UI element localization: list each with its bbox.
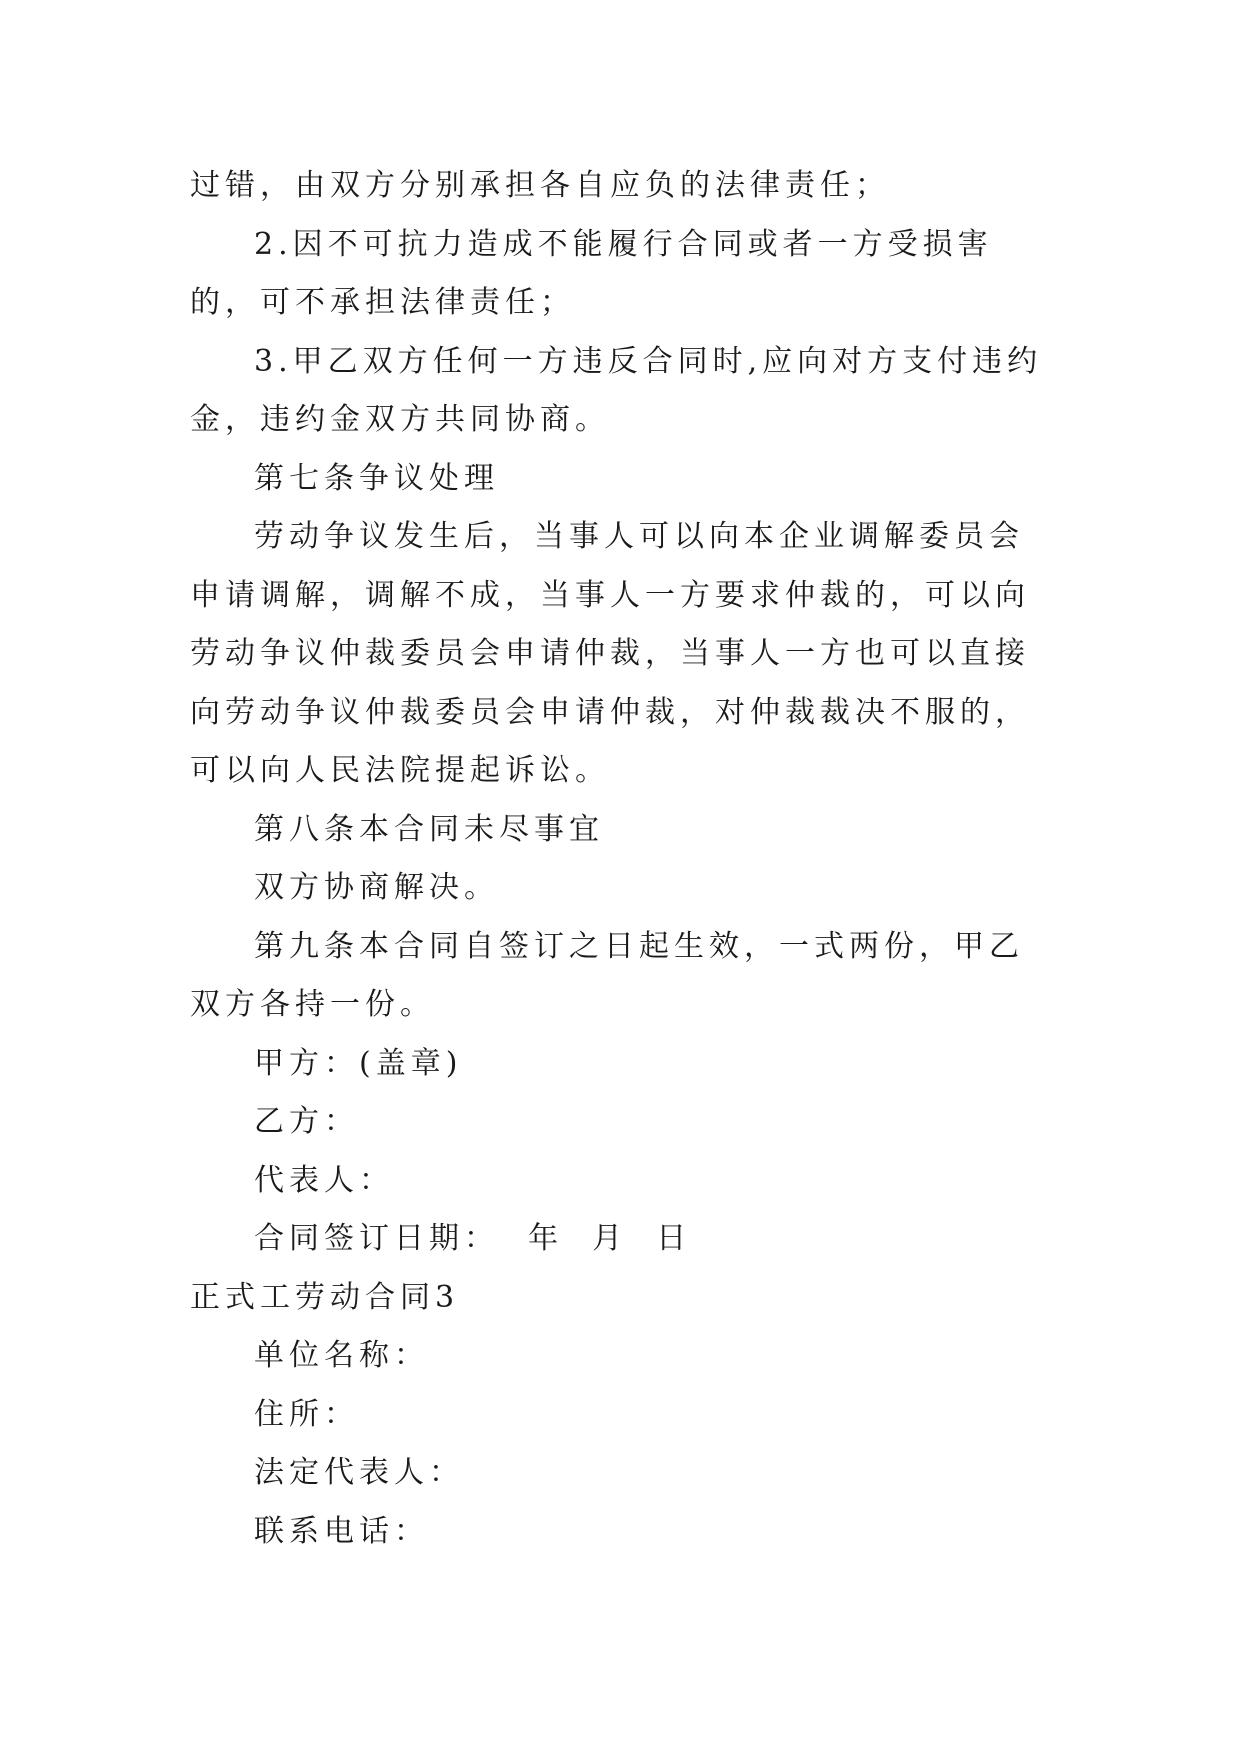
party-b-signature-line: 乙方： [254,1104,359,1139]
article-8-body: 双方协商解决。 [254,870,499,905]
article-7-body: 劳动争议发生后，当事人可以向本企业调解委员会申请调解，调解不成，当事人一方要求仲裁的，可以向劳动争议仲裁委员会申请仲裁，当事人一方也可以直接向劳动争议仲裁委员会申请仲裁，对仲裁裁决不服的，可以向人民法院提起诉讼。 [190,519,1030,788]
article-7-heading: 第七条争议处理 [254,460,499,496]
article-8-heading: 第八条本合同未尽事宜 [254,811,604,847]
contact-phone-field: 联系电话： [254,1513,429,1549]
article-9: 第九条本合同自签订之日起生效，一式两份，甲乙双方各持一份。 [190,928,1024,1022]
employer-name-field: 单位名称： [254,1338,429,1373]
party-a-signature-line: 甲方：(盖章) [254,1045,463,1081]
contract-3-title: 正式工劳动合同3 [190,1279,460,1315]
representative-line: 代表人： [254,1162,394,1198]
legal-representative-field: 法定代表人： [254,1455,464,1490]
paragraph-force-majeure: 2.因不可抗力造成不能履行合同或者一方受损害的，可不承担法律责任； [190,226,993,320]
document-body [190,157,1050,1561]
paragraph-penalty: 3.甲乙双方任何一方违反合同时,应向对方支付违约金，违约金双方共同协商。 [190,343,1043,437]
signing-date-line: 合同签订日期： 年 月 日 [254,1221,692,1256]
paragraph-fault-liability: 过错，由双方分别承担各自应负的法律责任； [190,168,890,203]
employer-address-field: 住所： [254,1396,359,1432]
